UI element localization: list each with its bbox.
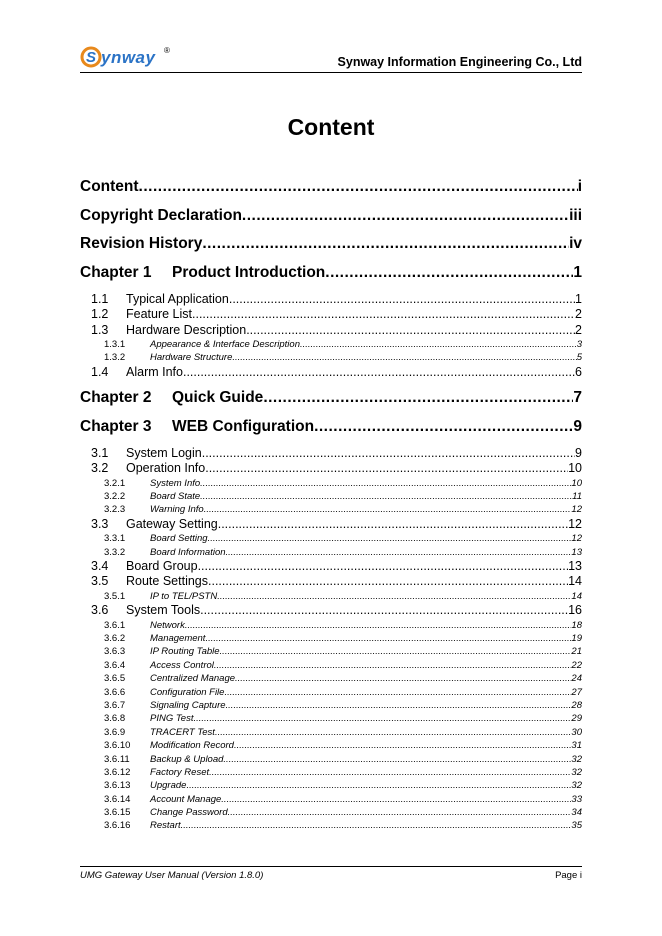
toc-chapter-entry[interactable] — [80, 205, 582, 225]
toc-entry-number: 1.1 — [91, 291, 109, 306]
toc-entry-title — [104, 754, 223, 765]
toc-subsection-entry[interactable] — [80, 475, 582, 488]
toc-entry-title — [80, 178, 139, 196]
toc-page-number: 14 — [571, 590, 582, 602]
toc-entry-label: System Login — [126, 445, 202, 460]
toc-subsection-entry[interactable] — [80, 531, 582, 544]
footer-page-number: Page i — [555, 870, 582, 881]
toc-entry-number: Chapter 2 — [80, 389, 152, 407]
toc-entry-label: Centralized Manage — [150, 673, 236, 685]
toc-entry-number: 3.2.2 — [104, 491, 126, 503]
toc-leader-dots — [235, 673, 571, 684]
toc-page-number: 33 — [571, 793, 582, 805]
toc-page-number: 27 — [571, 686, 582, 698]
toc-entry-label: WEB Configuration — [172, 417, 315, 435]
toc-leader-dots — [214, 660, 572, 671]
toc-entry-number: 1.3.1 — [104, 338, 126, 350]
toc-page-number: 14 — [568, 574, 582, 589]
toc-entry-number: 3.6.14 — [104, 793, 131, 805]
toc-entry-number: 3.5.1 — [104, 590, 126, 602]
toc-page-number: 12 — [571, 504, 582, 516]
toc-entry-title — [104, 633, 205, 644]
toc-subsection-entry[interactable] — [80, 751, 582, 764]
toc-leader-dots — [300, 339, 577, 350]
toc-page-number: i — [577, 178, 582, 195]
toc-page-number: 35 — [571, 820, 582, 832]
toc-entry-title — [104, 547, 226, 558]
toc-subsection-entry[interactable] — [80, 805, 582, 818]
toc-subsection-entry[interactable] — [80, 337, 582, 350]
toc-page-number: 6 — [575, 364, 582, 379]
svg-text:®: ® — [164, 46, 170, 55]
toc-page-number: 30 — [571, 726, 582, 738]
toc-entry-label: Restart — [150, 820, 181, 832]
toc-entry-title — [104, 352, 232, 363]
toc-entry-label: Typical Application — [126, 291, 229, 306]
toc-page-number: 13 — [571, 546, 582, 558]
toc-entry-title — [91, 603, 200, 617]
toc-entry-label: Feature List — [126, 307, 193, 322]
toc-entry-label: Upgrade — [150, 780, 187, 792]
toc-leader-dots — [204, 504, 572, 515]
toc-subsection-entry[interactable] — [80, 684, 582, 697]
toc-entry-label: Backup & Upload — [150, 753, 224, 765]
toc-leader-dots — [228, 807, 572, 818]
header-rule — [80, 72, 582, 73]
toc-leader-dots — [224, 687, 571, 698]
toc-entry-title — [91, 461, 205, 475]
toc-page-number: 10 — [571, 477, 582, 489]
toc-page-number: 21 — [571, 646, 582, 658]
toc-entry-number: 3.5 — [91, 574, 109, 589]
toc-leader-dots — [200, 603, 568, 617]
toc-entry-title — [80, 264, 325, 282]
toc-entry-label: Change Password — [150, 807, 228, 819]
toc-page-number: 11 — [572, 491, 582, 503]
toc-entry-title — [104, 478, 200, 489]
toc-entry-title — [104, 660, 214, 671]
toc-entry-label: Revision History — [80, 235, 203, 253]
toc-entry-label: Route Settings — [126, 574, 208, 589]
toc-page-number: 12 — [568, 516, 582, 531]
toc-page-number: 31 — [571, 740, 582, 752]
toc-entry-title — [91, 559, 198, 573]
toc-entry-number: 3.6.15 — [104, 807, 131, 819]
toc-leader-dots — [215, 727, 571, 738]
toc-subsection-entry[interactable] — [80, 778, 582, 791]
toc-entry-title — [91, 517, 218, 531]
toc-leader-dots — [193, 713, 571, 724]
toc-chapter-entry[interactable] — [80, 262, 582, 282]
toc-leader-dots — [229, 292, 575, 306]
toc-leader-dots — [221, 794, 571, 805]
toc-entry-label: Network — [150, 619, 185, 631]
toc-subsection-entry[interactable] — [80, 350, 582, 363]
toc-page-number: 28 — [571, 699, 582, 711]
toc-entry-title — [104, 767, 209, 778]
toc-page-number: 12 — [571, 533, 582, 545]
toc-entry-title — [104, 646, 220, 657]
toc-entry-title — [104, 491, 200, 502]
svg-text:S: S — [86, 49, 97, 66]
footer-manual-name: UMG Gateway User Manual (Version 1.8.0) — [80, 870, 264, 881]
toc-subsection-entry[interactable] — [80, 588, 582, 601]
toc-leader-dots — [198, 559, 569, 573]
toc-entry-label: PING Test — [150, 713, 194, 725]
toc-entry-label: Appearance & Interface Description — [150, 338, 300, 350]
toc-entry-label: IP Routing Table — [150, 646, 220, 658]
toc-subsection-entry[interactable] — [80, 631, 582, 644]
toc-entry-number: 3.4 — [91, 559, 109, 574]
toc-leader-dots — [263, 389, 573, 407]
toc-entry-number: 3.6.7 — [104, 699, 126, 711]
toc-leader-dots — [202, 235, 569, 253]
toc-entry-number: 3.6 — [91, 603, 109, 618]
toc-entry-label: Factory Reset — [150, 766, 210, 778]
toc-subsection-entry[interactable] — [80, 765, 582, 778]
toc-entry-label: Copyright Declaration — [80, 206, 242, 224]
toc-entry-number: Chapter 1 — [80, 263, 152, 281]
svg-text:ynway: ynway — [101, 48, 156, 67]
toc-entry-label: Warning Info — [150, 504, 204, 516]
toc-entry-label: System Tools — [126, 603, 201, 618]
toc-entry-title — [80, 418, 314, 436]
synway-logo — [80, 42, 190, 70]
toc-subsection-entry[interactable] — [80, 818, 582, 831]
toc-page-number: 16 — [568, 603, 582, 618]
toc-entry-label: Configuration File — [150, 686, 225, 698]
toc-entry-label: Board Setting — [150, 533, 208, 545]
toc-entry-title — [91, 292, 229, 306]
toc-section-entry[interactable] — [80, 364, 582, 379]
toc-page-number: 32 — [571, 753, 582, 765]
toc-entry-title — [104, 504, 204, 515]
toc-entry-title — [91, 574, 208, 588]
toc-subsection-entry[interactable] — [80, 791, 582, 804]
toc-entry-label: Account Manage — [150, 793, 222, 805]
toc-page-number: 1 — [575, 291, 582, 306]
toc-subsection-entry[interactable] — [80, 489, 582, 502]
toc-entry-number: 3.6.13 — [104, 780, 131, 792]
toc-entry-label: IP to TEL/PSTN — [150, 590, 218, 602]
page-header — [80, 42, 582, 72]
toc-entry-label: Board Group — [126, 559, 198, 574]
toc-entry-number: 3.3.1 — [104, 533, 126, 545]
footer-rule — [80, 866, 582, 867]
toc-subsection-entry[interactable] — [80, 698, 582, 711]
toc-subsection-entry[interactable] — [80, 617, 582, 630]
toc-leader-dots — [234, 740, 571, 751]
toc-leader-dots — [186, 780, 571, 791]
toc-entry-number: Chapter 3 — [80, 417, 152, 435]
toc-leader-dots — [226, 700, 572, 711]
toc-entry-title — [104, 533, 208, 544]
toc-section-entry[interactable] — [80, 445, 582, 460]
toc-entry-title — [104, 591, 217, 602]
toc-entry-number: 3.6.9 — [104, 726, 126, 738]
toc-section-entry[interactable] — [80, 322, 582, 337]
toc-entry-label: Signaling Capture — [150, 699, 226, 711]
toc-entry-label: Content — [80, 178, 139, 195]
toc-section-entry[interactable] — [80, 306, 582, 321]
toc-entry-number: 3.6.12 — [104, 766, 131, 778]
toc-leader-dots — [232, 352, 576, 363]
toc-page-number: 9 — [573, 417, 582, 435]
toc-section-entry[interactable] — [80, 573, 582, 588]
toc-leader-dots — [139, 178, 578, 196]
toc-entry-number: 3.3 — [91, 516, 109, 531]
toc-leader-dots — [218, 517, 568, 531]
toc-page-number: 19 — [571, 633, 582, 644]
toc-entry-title — [104, 620, 185, 631]
toc-subsection-entry[interactable] — [80, 657, 582, 670]
toc-entry-number: 3.6.11 — [104, 753, 130, 765]
toc-leader-dots — [208, 574, 568, 588]
toc-page-number: 32 — [571, 780, 582, 792]
toc-entry-number: 3.6.8 — [104, 713, 126, 725]
toc-subsection-entry[interactable] — [80, 644, 582, 657]
toc-page-number: 13 — [568, 559, 582, 574]
toc-page-number: iv — [569, 235, 582, 253]
toc-subsection-entry[interactable] — [80, 724, 582, 737]
toc-entry-number: 3.6.4 — [104, 659, 126, 671]
toc-entry-label: Access Control — [150, 659, 214, 671]
toc-page-number: 32 — [571, 766, 582, 778]
toc-entry-title — [104, 794, 221, 805]
toc-page-number: 22 — [571, 659, 582, 671]
toc-entry-number: 3.6.10 — [104, 740, 131, 752]
toc-subsection-entry[interactable] — [80, 671, 582, 684]
toc-entry-number: 3.6.5 — [104, 673, 126, 685]
toc-page-number: 18 — [571, 619, 582, 631]
toc-chapter-entry[interactable] — [80, 387, 582, 407]
toc-leader-dots — [200, 478, 571, 489]
toc-entry-title — [104, 339, 300, 350]
toc-entry-title — [104, 820, 181, 831]
toc-entry-title — [91, 365, 183, 379]
toc-leader-dots — [223, 754, 571, 765]
toc-entry-title — [80, 389, 263, 407]
toc-leader-dots — [209, 767, 571, 778]
toc-leader-dots — [314, 418, 573, 436]
toc-subsection-entry[interactable] — [80, 502, 582, 515]
toc-page-number: iii — [569, 206, 582, 224]
toc-entry-label: Quick Guide — [172, 389, 264, 407]
toc-subsection-entry[interactable] — [80, 738, 582, 751]
toc-entry-number: 1.4 — [91, 364, 109, 379]
toc-page-number: 3 — [576, 338, 582, 350]
toc-section-entry[interactable] — [80, 558, 582, 573]
toc-leader-dots — [325, 264, 573, 282]
toc-entry-label: Board State — [150, 491, 201, 503]
toc-section-entry[interactable] — [80, 460, 582, 475]
toc-entry-number: 3.6.16 — [104, 820, 131, 832]
toc-leader-dots — [242, 207, 569, 225]
toc-chapter-entry[interactable] — [80, 416, 582, 436]
toc-entry-title — [104, 740, 234, 751]
toc-entry-label: Operation Info — [126, 461, 206, 476]
toc-entry-title — [104, 673, 235, 684]
toc-entry-title — [104, 700, 226, 711]
toc-leader-dots — [183, 365, 575, 379]
toc-entry-number: 3.1 — [91, 445, 109, 460]
toc-page-number: 9 — [575, 445, 582, 460]
toc-leader-dots — [220, 646, 572, 657]
toc-entry-number: 3.2 — [91, 461, 109, 476]
toc-subsection-entry[interactable] — [80, 544, 582, 557]
toc-leader-dots — [205, 633, 571, 644]
toc-entry-number: 3.6.6 — [104, 686, 126, 698]
toc-entry-label: Gateway Setting — [126, 516, 218, 531]
toc-entry-label: Modification Record — [150, 740, 234, 752]
table-of-contents — [80, 176, 582, 831]
toc-entry-label: Hardware Structure — [150, 352, 233, 364]
toc-page-number: 2 — [575, 307, 582, 322]
toc-entry-title — [91, 446, 202, 460]
toc-entry-title — [104, 687, 224, 698]
toc-entry-label: Hardware Description — [126, 322, 247, 337]
toc-leader-dots — [208, 533, 572, 544]
toc-page-number: 1 — [573, 263, 582, 281]
toc-entry-number: 1.3 — [91, 322, 109, 337]
toc-entry-label: Management — [150, 633, 206, 644]
toc-page-number: 7 — [573, 389, 582, 407]
toc-entry-number: 3.3.2 — [104, 546, 126, 558]
toc-entry-number: 3.2.1 — [104, 477, 126, 489]
toc-page-number: 34 — [571, 807, 582, 819]
toc-entry-number: 3.6.1 — [104, 619, 126, 631]
toc-leader-dots — [246, 323, 575, 337]
toc-entry-title — [80, 235, 202, 253]
toc-page-number: 29 — [571, 713, 582, 725]
toc-entry-number: 1.3.2 — [104, 352, 126, 364]
toc-leader-dots — [226, 547, 572, 558]
toc-page-number: 5 — [576, 352, 582, 364]
toc-entry-title — [104, 727, 215, 738]
toc-section-entry[interactable] — [80, 602, 582, 617]
toc-leader-dots — [185, 620, 572, 631]
toc-entry-number: 1.2 — [91, 307, 109, 322]
toc-entry-label: Alarm Info — [126, 364, 183, 379]
toc-entry-title — [104, 780, 186, 791]
toc-entry-label: Product Introduction — [172, 263, 326, 281]
toc-page-number: 2 — [575, 322, 582, 337]
toc-leader-dots — [200, 491, 572, 502]
toc-entry-title — [91, 323, 246, 337]
toc-entry-number: 3.6.2 — [104, 633, 126, 644]
toc-subsection-entry[interactable] — [80, 711, 582, 724]
toc-entry-title — [80, 207, 242, 225]
company-name: Synway Information Engineering Co., Ltd — [337, 55, 582, 69]
toc-entry-number: 3.2.3 — [104, 504, 126, 516]
page-title: Content — [287, 114, 375, 140]
toc-entry-title — [104, 713, 193, 724]
toc-section-entry[interactable] — [80, 291, 582, 306]
toc-leader-dots — [217, 591, 571, 602]
toc-chapter-entry[interactable] — [80, 176, 582, 196]
toc-leader-dots — [202, 446, 575, 460]
toc-entry-label: System Info — [150, 477, 201, 489]
toc-leader-dots — [192, 307, 575, 321]
toc-section-entry[interactable] — [80, 516, 582, 531]
toc-page-number: 10 — [568, 461, 582, 476]
toc-page-number: 24 — [571, 673, 582, 685]
toc-entry-label: TRACERT Test — [150, 726, 215, 738]
toc-chapter-entry[interactable] — [80, 233, 582, 253]
toc-leader-dots — [205, 461, 568, 475]
toc-entry-title — [91, 307, 192, 321]
toc-entry-label: Board Information — [150, 546, 226, 558]
toc-entry-number: 3.6.3 — [104, 646, 126, 658]
toc-leader-dots — [181, 820, 572, 831]
toc-entry-title — [104, 807, 228, 818]
